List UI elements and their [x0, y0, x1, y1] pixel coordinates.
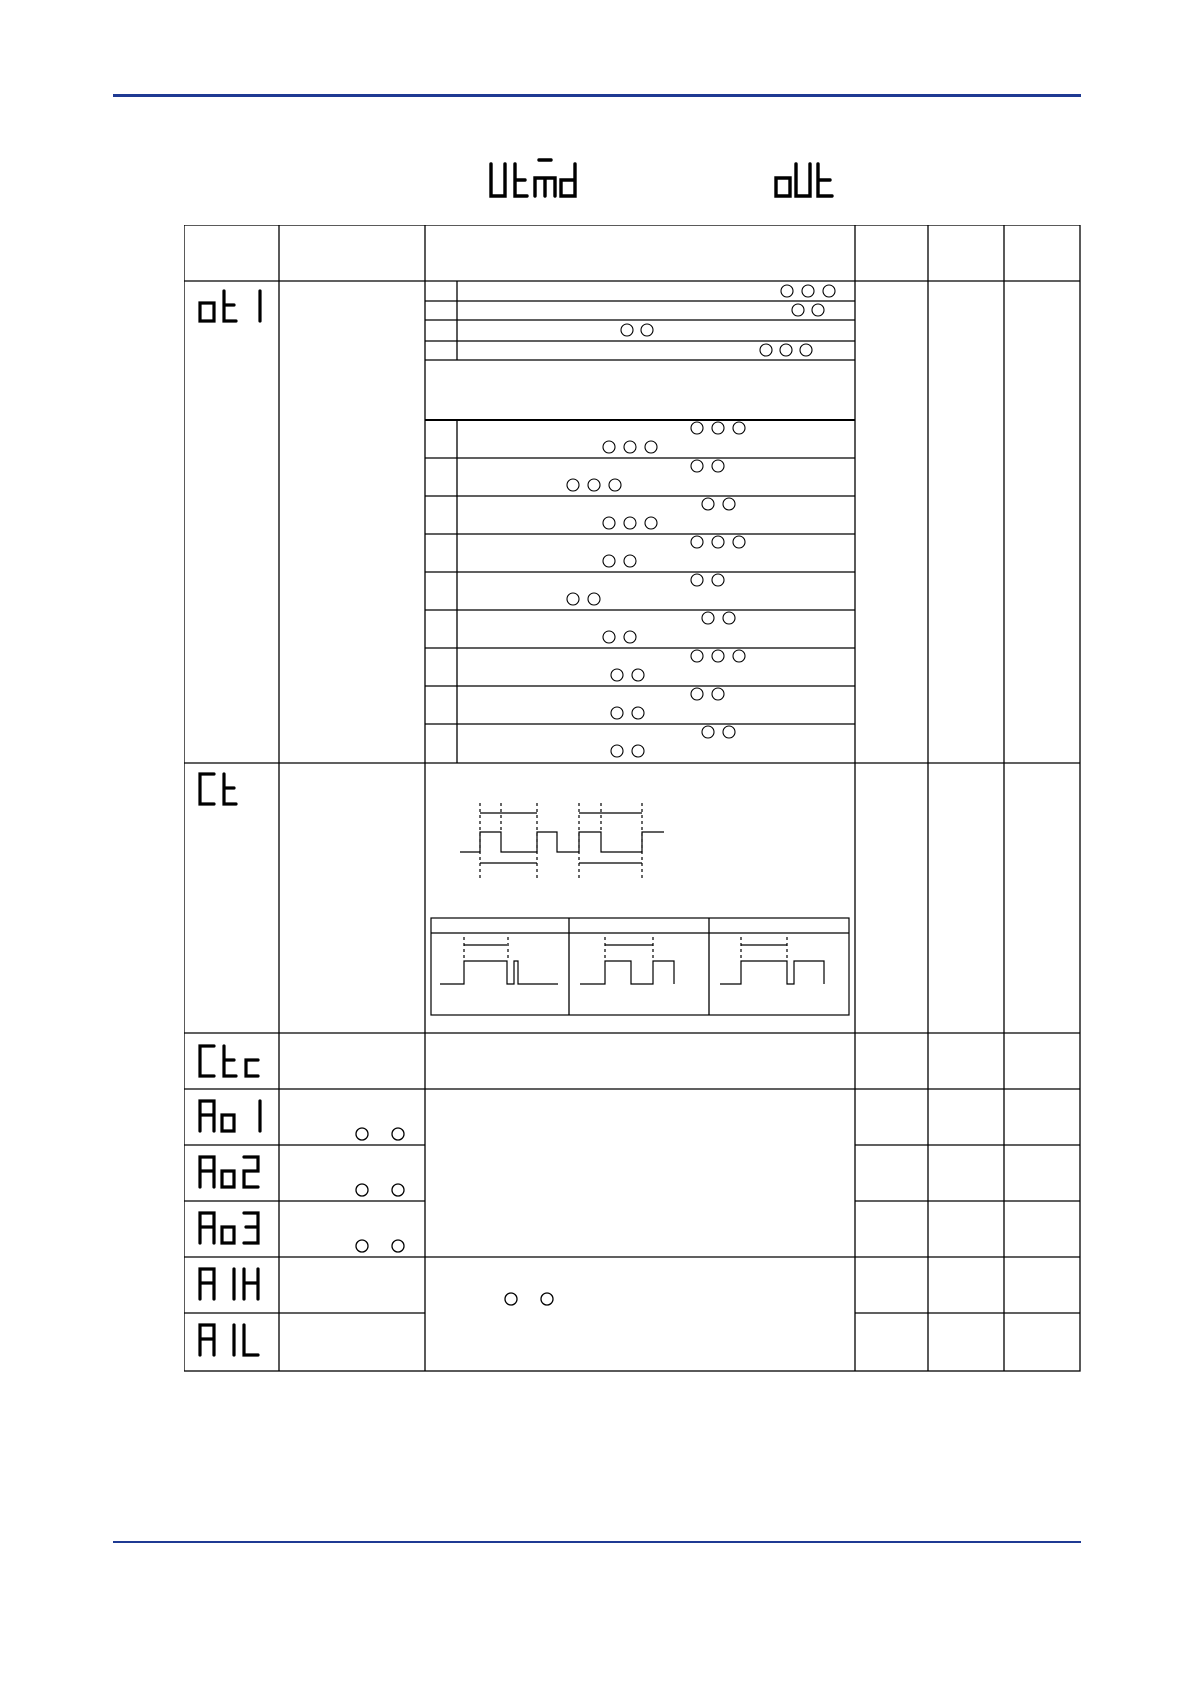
option-circle-mark	[760, 344, 772, 356]
parameter-table	[184, 225, 1084, 1375]
option-circle-mark	[723, 726, 735, 738]
symbol-ot1	[196, 287, 276, 327]
utmd-segments	[487, 156, 579, 206]
option-circle-mark	[702, 498, 714, 510]
option-circle-mark	[567, 479, 579, 491]
symbol-ctc	[196, 1042, 276, 1082]
option-circle-mark	[733, 650, 745, 662]
option-circle-mark	[792, 304, 804, 316]
option-circle-mark	[632, 669, 644, 681]
option-circle-mark	[823, 285, 835, 297]
option-circle-mark	[723, 612, 735, 624]
symbol-ao2	[196, 1153, 276, 1193]
option-circle-mark	[609, 479, 621, 491]
option-circle-mark	[712, 536, 724, 548]
option-circle-mark	[645, 517, 657, 529]
option-circle-mark	[712, 460, 724, 472]
option-circle-mark	[624, 631, 636, 643]
ao1-segments	[196, 1097, 276, 1137]
option-circle-mark	[624, 555, 636, 567]
option-circle-mark	[691, 688, 703, 700]
option-circle-mark	[733, 422, 745, 434]
option-circle-mark	[624, 517, 636, 529]
option-circle-mark	[645, 441, 657, 453]
symbol-a1h	[196, 1265, 276, 1305]
option-circle-mark	[603, 441, 615, 453]
option-circle-mark	[611, 707, 623, 719]
option-circle-mark	[641, 324, 653, 336]
symbol-ao3	[196, 1209, 276, 1249]
option-circle-mark	[733, 536, 745, 548]
option-circle-mark	[780, 344, 792, 356]
option-circle-mark	[800, 344, 812, 356]
option-circle-mark	[712, 574, 724, 586]
option-circle-mark	[702, 726, 714, 738]
option-circle-mark	[621, 324, 633, 336]
option-circle-mark	[624, 441, 636, 453]
option-circle-mark	[691, 460, 703, 472]
option-circle-mark	[691, 536, 703, 548]
option-circle-mark	[691, 650, 703, 662]
a1l-segments	[196, 1321, 276, 1361]
symbol-ao1	[196, 1097, 276, 1137]
ctc-segments	[196, 1042, 276, 1082]
option-circle-mark	[632, 745, 644, 757]
option-circle-mark	[802, 285, 814, 297]
ot1-segments	[196, 287, 276, 327]
option-circle-mark	[712, 688, 724, 700]
menu-display	[772, 156, 836, 206]
ct-segments	[196, 770, 276, 810]
option-circle-mark	[588, 593, 600, 605]
header-rule	[113, 94, 1081, 97]
mode-display	[487, 156, 579, 206]
option-circle-mark	[588, 479, 600, 491]
option-circle-mark	[691, 422, 703, 434]
symbol-ct	[196, 770, 276, 810]
option-circle-mark	[603, 517, 615, 529]
footer-rule	[113, 1541, 1081, 1543]
option-circle-mark	[781, 285, 793, 297]
option-circle-mark	[611, 745, 623, 757]
option-circle-mark	[611, 669, 623, 681]
out-segments	[772, 156, 836, 206]
option-circle-mark	[702, 612, 714, 624]
option-circle-mark	[691, 574, 703, 586]
option-circle-mark	[603, 555, 615, 567]
symbol-a1l	[196, 1321, 276, 1361]
option-circle-mark	[567, 593, 579, 605]
table-grid	[184, 225, 1084, 1375]
option-circle-mark	[603, 631, 615, 643]
ao2-segments	[196, 1153, 276, 1193]
option-circle-mark	[723, 498, 735, 510]
option-circle-mark	[712, 650, 724, 662]
option-circle-mark	[812, 304, 824, 316]
option-circle-mark	[712, 422, 724, 434]
a1h-segments	[196, 1265, 276, 1305]
ao3-segments	[196, 1209, 276, 1249]
option-circle-mark	[632, 707, 644, 719]
